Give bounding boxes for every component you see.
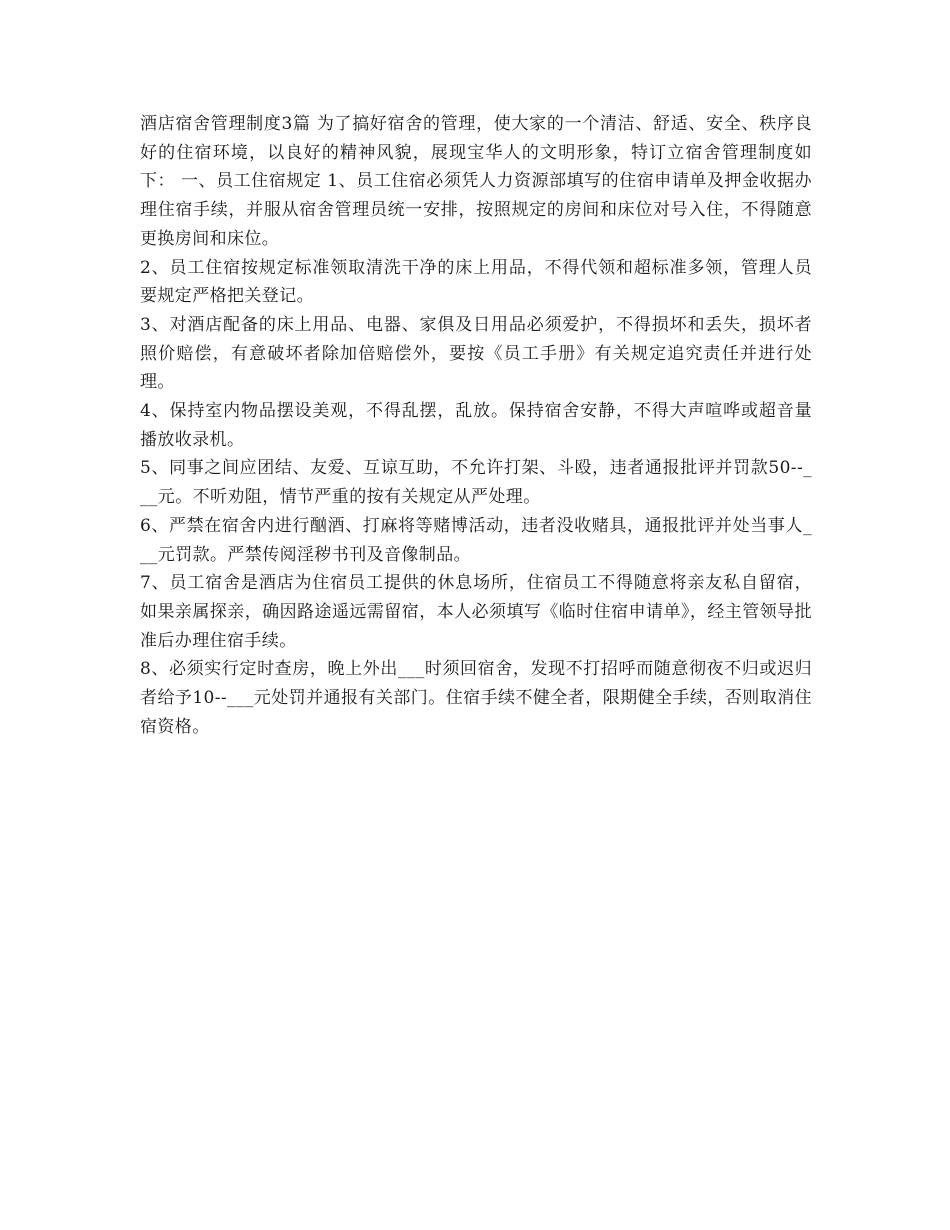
paragraph-rule-2: 2、员工住宿按规定标准领取清洗干净的床上用品，不得代领和超标准多领，管理人员要规定严格把关登记。 xyxy=(140,257,812,307)
paragraph-rule-6: 6、严禁在宿舍内进行酗酒、打麻将等赌博活动，违者没收赌具，通报批评并处当事人___元罚款。严禁传阅淫秽书刊及音像制品。 xyxy=(140,515,812,565)
paragraph-rule-8: 8、必须实行定时查房，晚上外出___时须回宿舍，发现不打招呼而随意彻夜不归或迟归者给予10--___元处罚并通报有关部门。住宿手续不健全者，限期健全手续，否则取消住宿资格。 xyxy=(140,659,812,737)
document-body xyxy=(140,110,812,741)
paragraph-rule-5: 5、同事之间应团结、友爱、互谅互助，不允许打架、斗殴，违者通报批评并罚款50--___元。不听劝阻，情节严重的按有关规定从严处理。 xyxy=(140,458,812,508)
paragraph-rule-4: 4、保持室内物品摆设美观，不得乱摆，乱放。保持宿舍安静，不得大声喧哗或超音量播放收录机。 xyxy=(140,401,812,450)
paragraph-intro: 酒店宿舍管理制度3篇 为了搞好宿舍的管理，使大家的一个清洁、舒适、安全、秩序良好的住宿环境，以良好的精神风貌，展现宝华人的文明形象，特订立宿舍管理制度如下： 一、员工住宿规定 1、员工住宿必须凭人力资源部填写的住宿申请单及押金收据办理住宿手续，并服从宿舍管理员统一安排，按照规定的房间和床位对号入住，不得随意更换房间和床位。 xyxy=(140,114,812,249)
paragraph-rule-3: 3、对酒店配备的床上用品、电器、家俱及日用品必须爱护，不得损坏和丢失，损坏者照价赔偿，有意破坏者除加倍赔偿外，要按《员工手册》有关规定追究责任并进行处理。 xyxy=(140,314,812,393)
paragraph-rule-7: 7、员工宿舍是酒店为住宿员工提供的休息场所，住宿员工不得随意将亲友私自留宿，如果亲属探亲，确因路途遥远需留宿，本人必须填写《临时住宿申请单》，经主管领导批准后办理住宿手续。 xyxy=(140,573,812,651)
